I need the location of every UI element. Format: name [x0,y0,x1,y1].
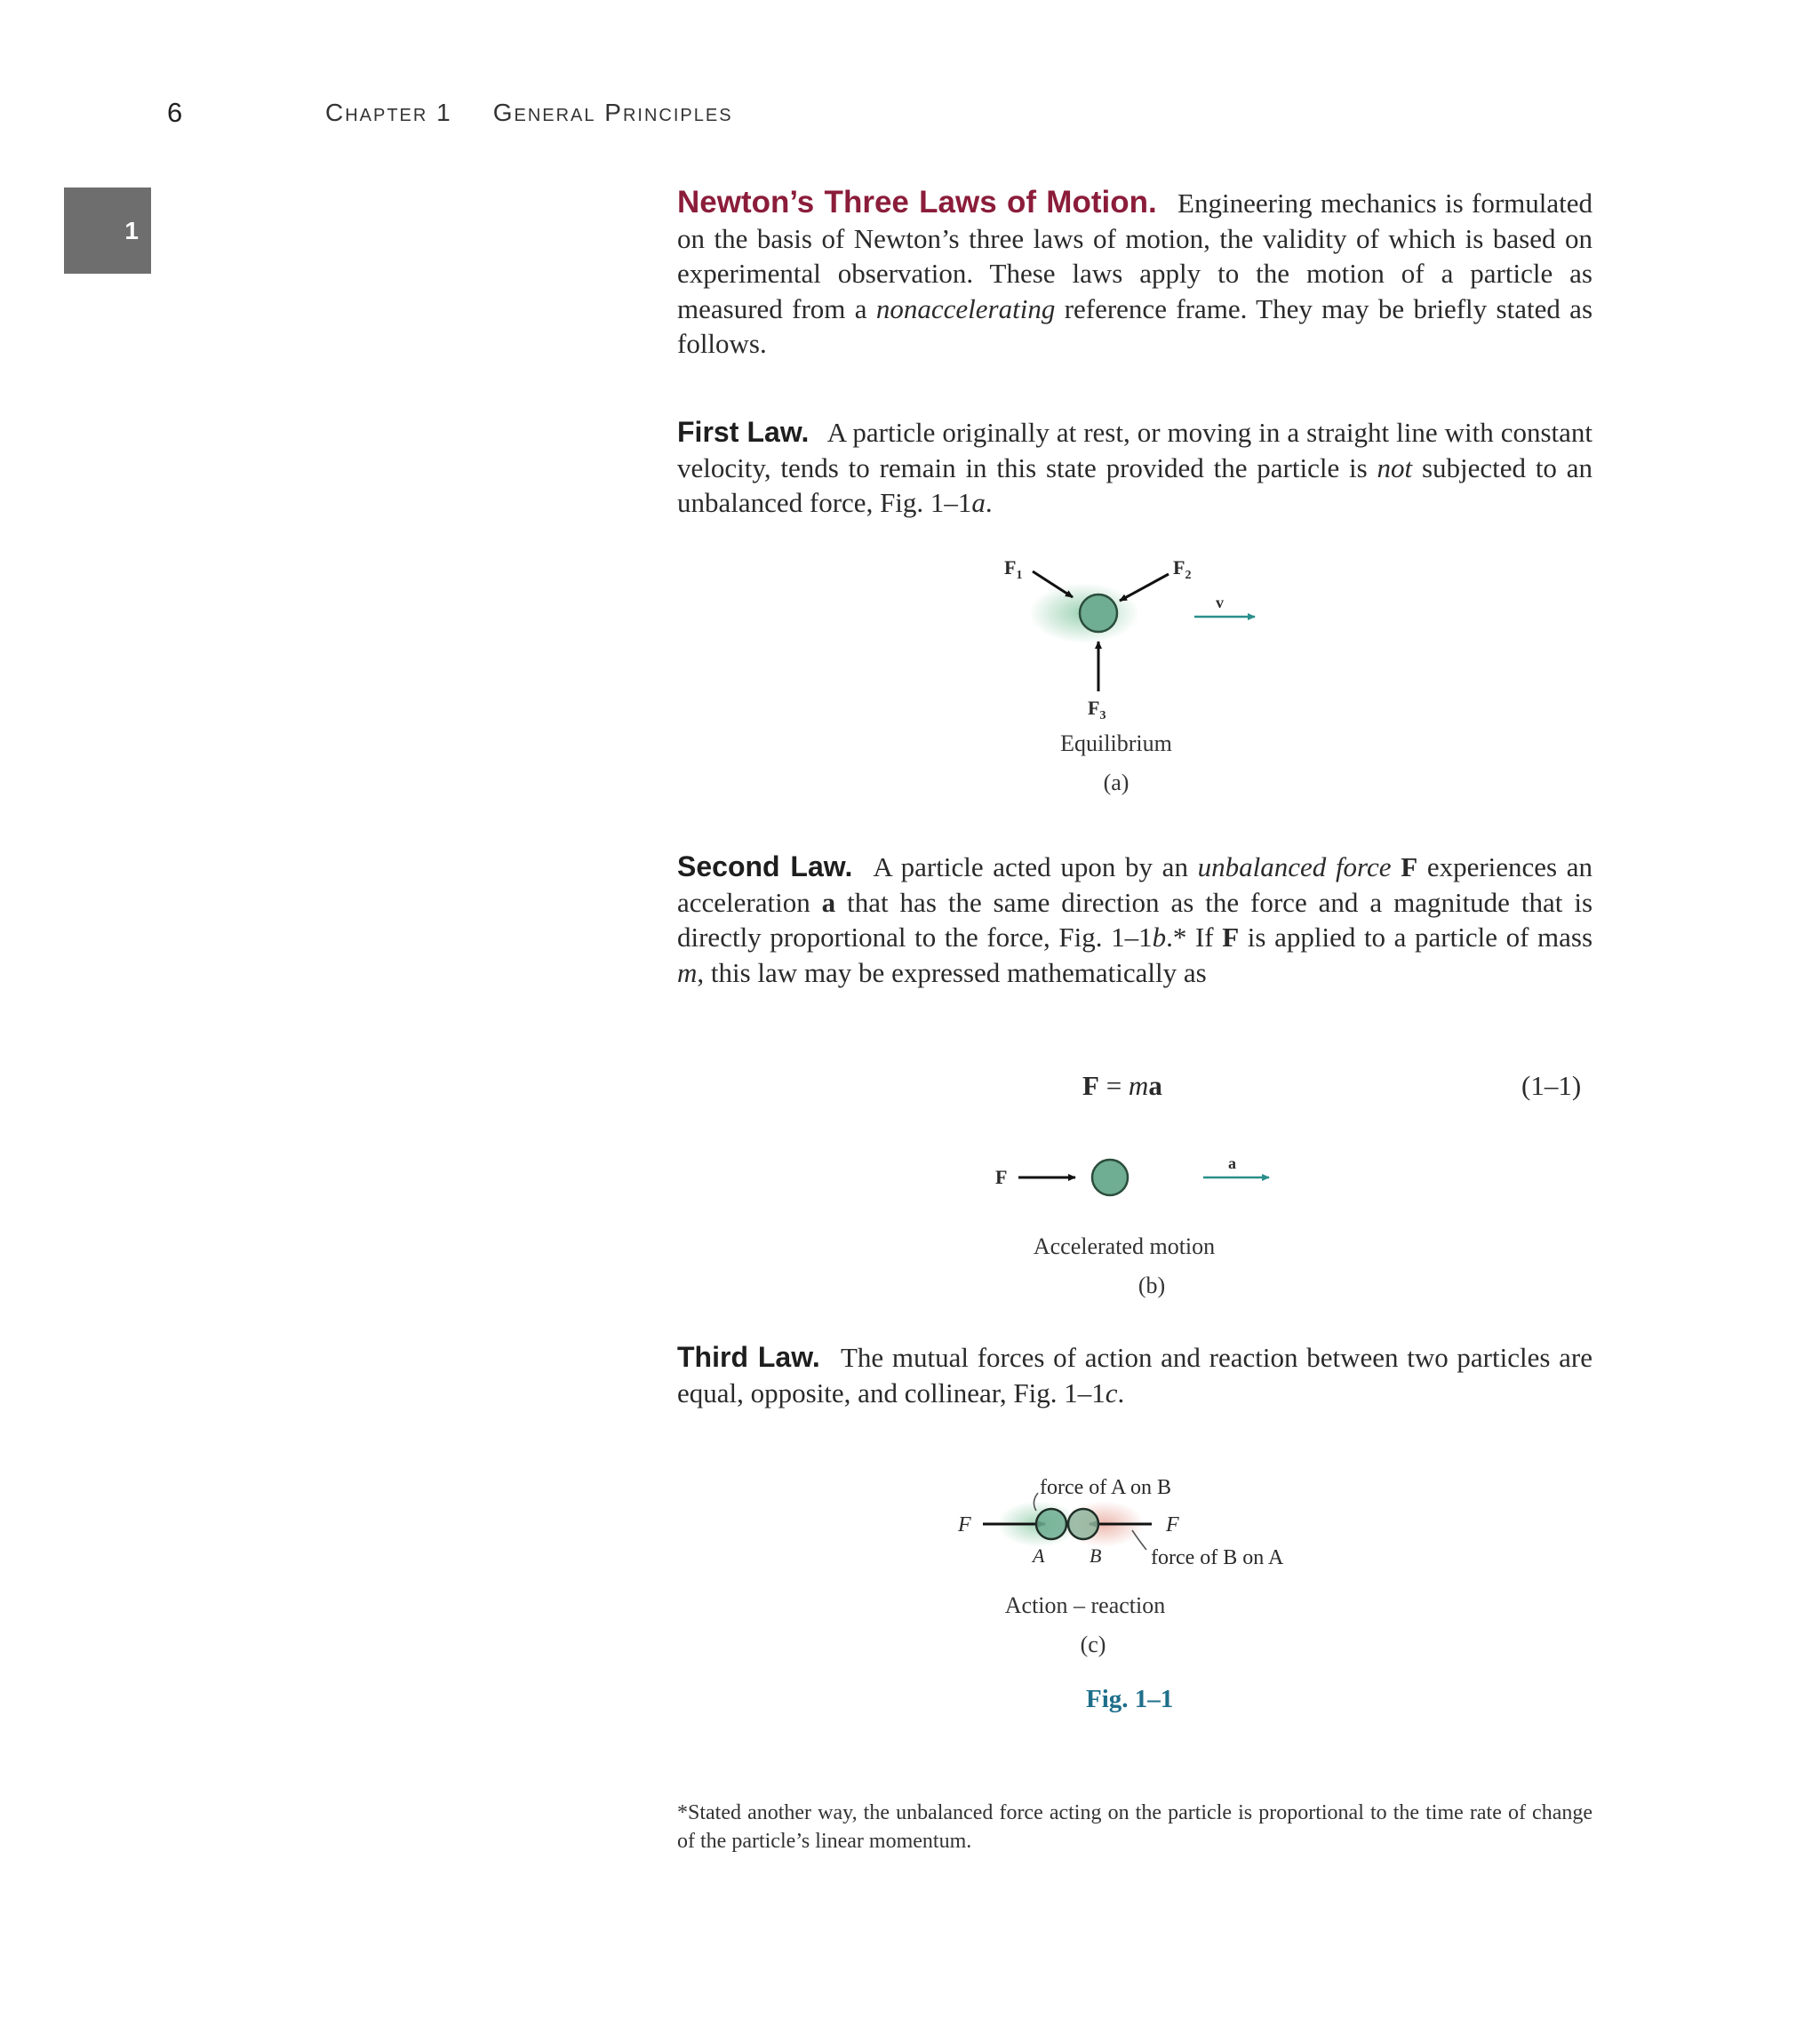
label-force-a-on-b: force of A on B [1040,1476,1171,1499]
figure-c-sublabel: (c) [1080,1632,1106,1657]
equation-m: m [1128,1070,1149,1101]
label-v: v [1216,594,1224,611]
label-force-b-on-a: force of B on A [1151,1546,1284,1569]
equation-equals: = [1106,1070,1122,1101]
label-f: F [995,1166,1008,1188]
chapter-tab [64,188,151,274]
label-f2: $F_2$ [1173,556,1192,582]
label-b: B [1090,1544,1102,1567]
figure-c-caption: Action – reaction [1004,1592,1166,1618]
third-law-fig-ref: c [1105,1377,1118,1409]
particle-b [1068,1509,1098,1539]
particle-a [1036,1509,1066,1539]
figure-b-caption: Accelerated motion [1033,1233,1216,1259]
second-law-text-6: , this law may be expressed mathematically as [697,956,1207,988]
footnote: *Stated another way, the unbalanced force acting on the particle is proportional to the time rate of change of the particle’s linear momentum. [677,1801,1592,1853]
label-a: A [1033,1544,1045,1567]
chapter-label: Chapter 1 [325,99,452,126]
figure-a-sublabel: (a) [1103,770,1130,795]
second-law-bold-1: F [1401,851,1418,882]
equation-lhs: F [1082,1070,1099,1101]
second-law-text-2: experiences an acceleration [677,851,1593,918]
chapter-title: General Principles [492,99,733,126]
equation-number: (1–1) [1521,1070,1582,1101]
second-law-text-4: .* If [1166,922,1214,953]
figure-b-accelerated-motion-diagram [986,1146,1289,1209]
first-law-text-2: subjected to an unbalanced force, Fig. 1–1 [677,451,1592,518]
label-f1: $F_1$ [1004,556,1023,582]
label-f-right: F [1166,1513,1179,1536]
force-f2-arrow [1120,574,1169,601]
second-law-fig-ref: b [1152,922,1167,953]
second-law-bold-3: F [1222,922,1240,953]
first-law-heading: First Law. [677,416,810,448]
second-law-paragraph [677,850,1592,990]
first-law-text-italic: not [1377,451,1413,483]
first-law-fig-ref: a [971,487,986,518]
second-law-text-1: A particle acted upon by an [873,851,1188,882]
particle [1080,595,1117,632]
equation-a: a [1148,1070,1162,1101]
third-law-text-end: . [1117,1377,1125,1409]
figure-label: Fig. 1–1 [1086,1685,1174,1713]
first-law-text-end: . [985,487,993,518]
intro-text-italic: nonaccelerating [875,292,1056,324]
third-law-heading: Third Law. [677,1341,820,1373]
label-f-left: F [958,1513,971,1536]
intro-text-1: Engineering mechanics is formulated on the basis of Newton’s three laws of motion, the validity of which is based on experimental observation. These laws apply to the motion of a particle as measured from a [677,188,1593,324]
intro-paragraph [677,185,1592,362]
page-number: 6 [167,97,183,128]
particle [1092,1160,1128,1195]
running-head [325,99,733,127]
section-heading: Newton’s Three Laws of Motion. [677,185,1157,219]
figure-a-equilibrium-diagram [978,542,1280,720]
second-law-italic-2: m [677,956,698,988]
first-law-text-1: A particle originally at rest, or moving in a straight line with constant velocity, tends to remain in this state provided the particle is [677,417,1593,483]
figure-a-caption: Equilibrium [1060,730,1172,756]
chapter-tab-number: 1 [124,216,139,244]
second-law-bold-2: a [821,886,836,918]
second-law-heading: Second Law. [677,850,853,882]
second-law-text-5: is applied to a particle of mass [1247,922,1593,953]
third-law-text-1: The mutual forces of action and reaction between two particles are equal, opposite, and collinear, Fig. 1–1 [677,1342,1592,1409]
third-law-paragraph [677,1340,1592,1410]
equation [1082,1070,1162,1102]
second-law-italic-1: unbalanced force [1197,851,1392,882]
label-f3: $F_3$ [1088,697,1106,722]
label-a: a [1228,1154,1236,1172]
second-law-text-3: that has the same direction as the force and a magnitude that is directly proportional to the force, Fig. 1–1 [677,886,1593,953]
intro-text-2: reference frame. They may be briefly stated as follows. [677,292,1593,359]
figure-b-sublabel: (b) [1138,1273,1166,1298]
first-law-paragraph [677,415,1592,521]
figure-c-action-reaction-diagram [942,1466,1333,1582]
